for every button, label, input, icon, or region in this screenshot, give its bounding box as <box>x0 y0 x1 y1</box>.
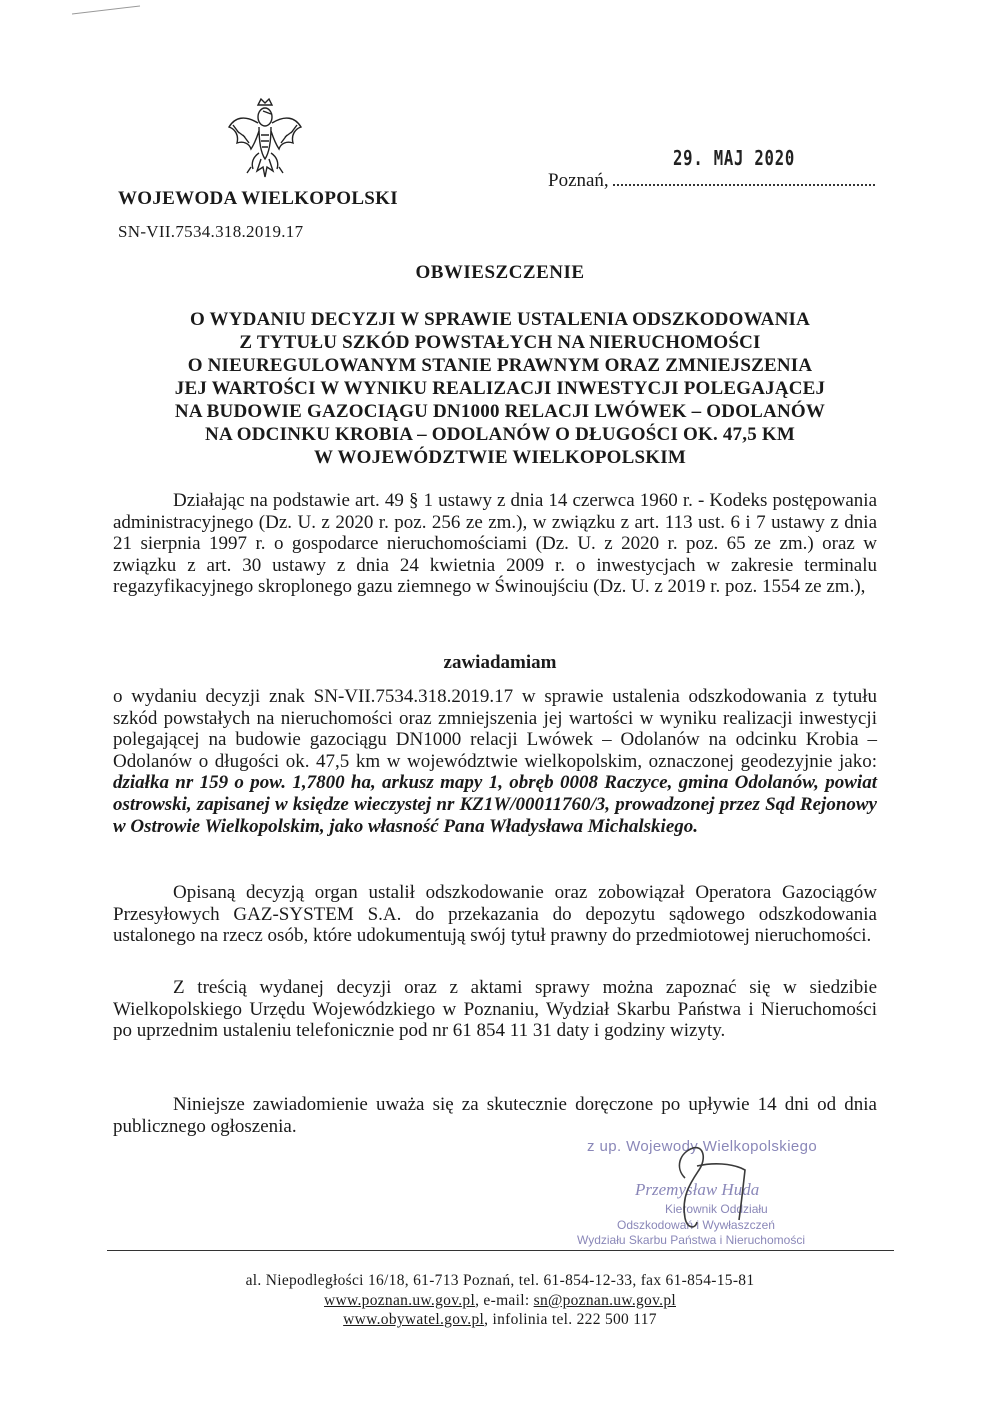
reference-number: SN-VII.7534.318.2019.17 <box>118 222 304 241</box>
stamp-authorization: z up. Wojewody Wielkopolskiego <box>587 1138 818 1155</box>
date-stamp: 29. MAJ 2020 <box>673 146 796 170</box>
decision-text: o wydaniu decyzji znak SN-VII.7534.318.2019.17 w sprawie ustalenia odszkodowania z tytułu szkód powstałych na nieruchomości oraz zmniejszenia jej wartości w wyniku realizacji inwestycji polegającej na budowie gazociągu DN1000 relacji Lwówek – Odolanów na odcinku Krobia – Odolanów o długości ok. 47,5 km w województwie wielkopolskim, oznaczonej geodezyjnie jako: <box>113 686 877 772</box>
access-paragraph: Z treścią wydanej decyzji oraz z aktami sprawy można zapoznać się w siedzibie Wielkopolskiego Urzędu Wojewódzkiego w Poznaniu, Wydział Skarbu Państwa i Nieruchomości po uprzednim ustaleniu telefonicznie pod nr 61 854 11 31 daty i godziny wizyty. <box>113 977 877 1042</box>
website-link[interactable]: www.poznan.uw.gov.pl <box>324 1292 476 1309</box>
delivery-paragraph: Niniejsze zawiadomienie uważa się za skutecznie doręczone po upływie 14 dni od dnia publicznego ogłoszenia. <box>113 1094 877 1137</box>
date-line <box>613 146 875 186</box>
email-label: , e-mail: <box>475 1292 534 1309</box>
stamp-department: Odszkodowań i Wywłaszczeń <box>617 1218 775 1232</box>
stamp-position: Kierownik Oddziału <box>665 1202 768 1216</box>
subject-line: NA BUDOWIE GAZOCIĄGU DN1000 RELACJI LWÓWEK – ODOLANÓW <box>174 401 826 422</box>
issuing-authority: WOJEWODA WIELKOPOLSKI <box>118 188 398 209</box>
compensation-paragraph: Opisaną decyzją organ ustalił odszkodowanie oraz zobowiązał Operatora Gazociągów Przesyłowych GAZ-SYSTEM S.A. do przekazania do depozytu sądowego odszkodowania ustalonego na rzecz osób, które udokumentują swój tytuł prawny do przedmiotowej nieruchomości. <box>113 882 877 947</box>
subject-line: Z TYTUŁU SZKÓD POWSTAŁYCH NA NIERUCHOMOŚCI <box>239 332 761 353</box>
document-title: OBWIESZCZENIE <box>415 262 585 283</box>
place-and-date <box>548 146 875 192</box>
eagle-emblem-icon <box>225 95 305 181</box>
footer-infoline <box>0 1311 1000 1329</box>
scan-corner-mark <box>70 0 150 30</box>
property-description: działka nr 159 o pow. 1,7800 ha, arkusz mapy 1, obręb 0008 Raczyce, gmina Odolanów, powiat ostrowski, zapisanej w księdze wieczystej nr KZ1W/00011760/3, prowadzonej przez Sąd Rejonowy w Ostrowie Wielkopolskim, jako własność Pana Władysława Michalskiego. <box>113 772 877 837</box>
place-name: Poznań, <box>548 170 609 191</box>
subject-line: W WOJEWÓDZTWIE WIELKOPOLSKIM <box>314 447 686 468</box>
decision-paragraph <box>113 686 877 837</box>
obywatel-link[interactable]: www.obywatel.gov.pl <box>343 1311 485 1328</box>
subject-line: NA ODCINKU KROBIA – ODOLANÓW O DŁUGOŚCI OK. 47,5 KM <box>205 424 795 445</box>
stamp-division: Wydziału Skarbu Państwa i Nieruchomości <box>577 1233 805 1247</box>
subject-line: JEJ WARTOŚCI W WYNIKU REALIZACJI INWESTYCJI POLEGAJĄCEJ <box>174 378 826 399</box>
footer-contact <box>0 1292 1000 1310</box>
stamp-signer-name: Przemysław Huda <box>635 1180 760 1199</box>
footer-address: al. Niepodległości 16/18, 61-713 Poznań, tel. 61-854-12-33, fax 61-854-15-81 <box>245 1272 755 1289</box>
handwritten-signature <box>645 1118 775 1248</box>
footer-divider <box>107 1250 894 1251</box>
legal-basis-paragraph: Działając na podstawie art. 49 § 1 ustawy z dnia 14 czerwca 1960 r. - Kodeks postępowania administracyjnego (Dz. U. z 2020 r. poz. 256 ze zm.), w związku z art. 113 ust. 6 i 7 ustawy z dnia 21 sierpnia 1997 r. o gospodarce nieruchomościami (Dz. U. z 2020 r. poz. 65 ze zm.) oraz w związku z art. 30 ustawy z dnia 24 kwietnia 2009 r. o inwestycjach w zakresie terminalu regazyfikacyjnego skroplonego gazu ziemnego w Świnoujściu (Dz. U. z 2019 r. poz. 1554 ze zm.), <box>113 490 877 598</box>
subject-heading <box>150 308 850 469</box>
notify-statement: zawiadamiam <box>443 652 557 673</box>
email-link[interactable]: sn@poznan.uw.gov.pl <box>533 1292 676 1309</box>
subject-line: O NIEUREGULOWANYM STANIE PRAWNYM ORAZ ZMNIEJSZENIA <box>187 355 813 376</box>
infoline-text: , infolinia tel. 222 500 117 <box>484 1311 657 1328</box>
subject-line: O WYDANIU DECYZJI W SPRAWIE USTALENIA ODSZKODOWANIA <box>189 309 811 330</box>
